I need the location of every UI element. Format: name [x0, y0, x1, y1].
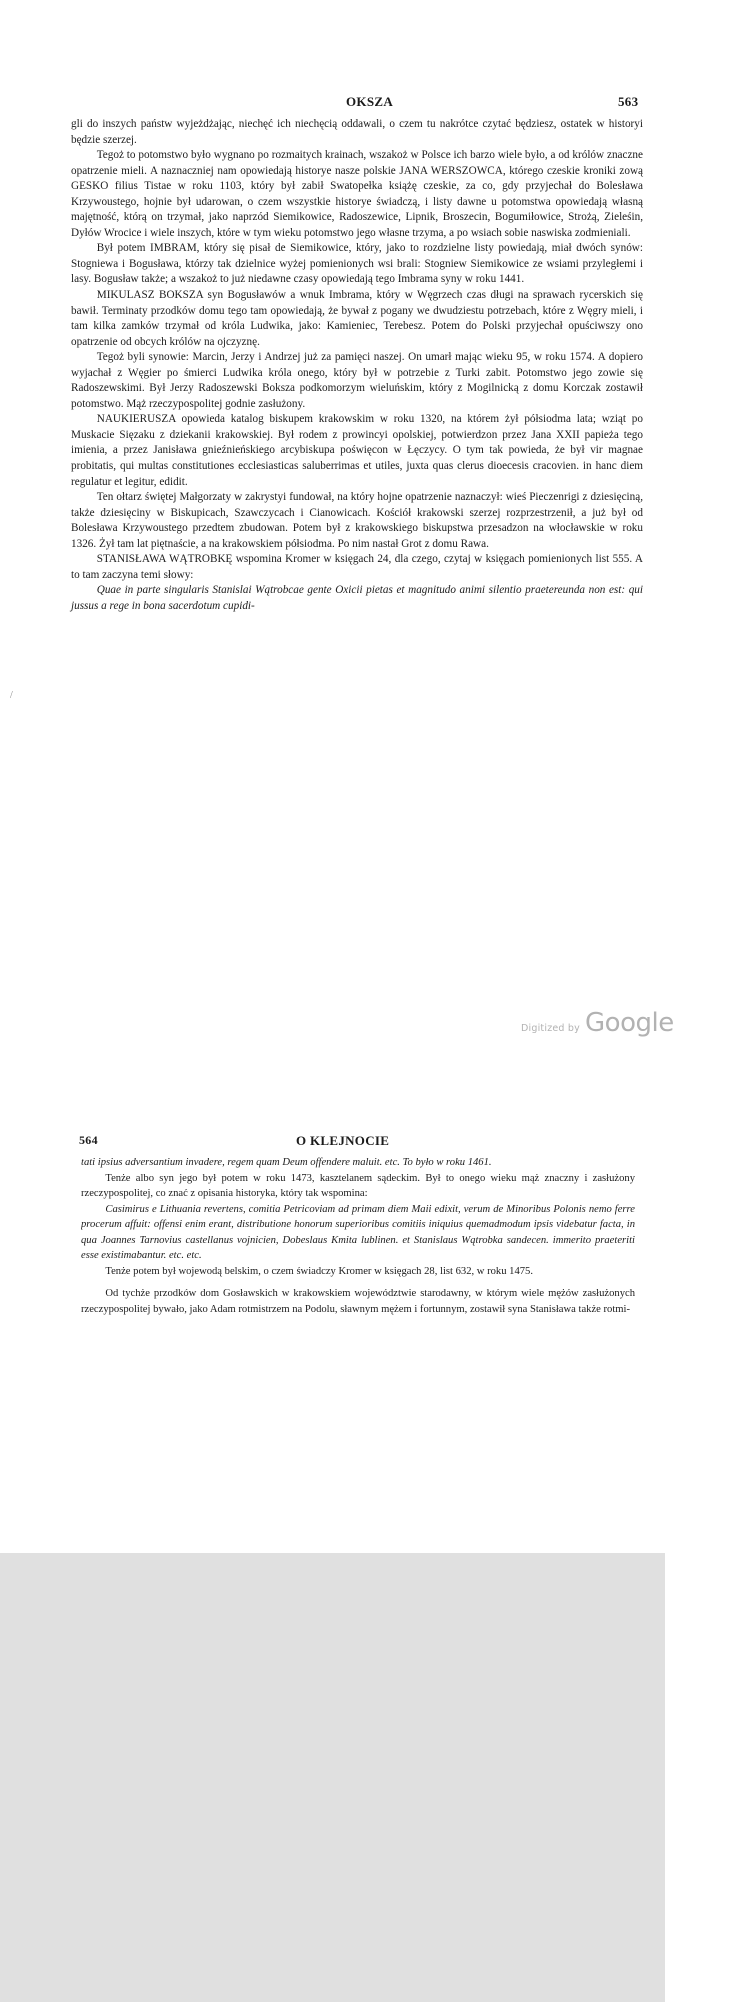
paragraph: Tenże potem był wojewodą belskim, o czem świadczy Kromer w księgach 28, list 632, w roku 1475.	[105, 1265, 533, 1277]
page-564-text	[81, 1155, 635, 1317]
paragraph: Tenże albo syn jego był potem w roku 1473, kasztelanem sądeckim. Był to onego wieku mąż znaczny i zasłużony rzeczypospolitej, co znać z opisania historyka, który tak wspomina:	[81, 1172, 635, 1200]
paragraph: Tegoż to potomstwo było wygnano po rozmaitych krainach, wszakoż w Polsce ich barzo wiele było, a od królów znaczne opatrzenie mieli. A naznaczniej nam opowiedają historye nasze polskie JANA WERSZOWCA, którego czeskie kroniki zową GESKO filius Tistae w roku 1103, który był zabił Swatopełka książę czeskie, za co, gdy przyjechał do Bolesława Krzywoustego, hojnie był udarowan, o czem wszystkie historye świadczą, i listy dawne u potomstwa opowiedają własną majętność, którą on trzymał, jako naprzód Siemikowice, Radoszewice, Lipnik, Broszecin, Bogumiłowice, Strożą, Zieleśin, Dyłów Wrocice i wiele inszych, które w tym wieku potomstwo jego własne trzyma, a po wsiach sobie naswiska zodmieniali.	[71, 149, 643, 239]
digitized-by-label: Digitized by	[521, 1023, 580, 1034]
paragraph: Był potem IMBRAM, który się pisał de Siemikowice, który, jako to rozdzielne listy powiedają, miał dwóch synów: Stogniewa i Bogusława, którzy tak dzielnice wyżej pomienionych wsi brali: Stogniew Siemikowice ze wsiami przyległemi i lasy. Bogusław także; a wszakoż to już niedawne czasy opowiedają tego Imbrama syny w roku 1441.	[71, 242, 643, 286]
latin-quotation: Quae in parte singularis Stanislai Wątrobcae gente Oxicii pietas et magnitudo animi silentio praetereunda non est: qui jussus a rege in bona sacerdotum cupidi-	[71, 584, 643, 612]
margin-mark: /	[10, 690, 13, 701]
google-logo: Google	[585, 1008, 674, 1038]
google-watermark	[521, 1008, 674, 1038]
page-number: 564	[79, 1133, 98, 1147]
paragraph: Ten ołtarz świętej Małgorzaty w zakrystyi fundował, na który hojne opatrzenie naznaczył: wieś Pieczenrigi z dziesięciną, także dziesięciny w Biskupicach, Szawczycach i Cianowicach. Kościół krakowski szerzej rozprzestrzenił, a już był od Bolesława Krzywoustego przedtem zbudowan. Potem był z krakowskiego biskupstwa przesadzon na włocławskie w roku 1326. Żył tam lat piętnaście, a na krakowskiem półsiodma. Po nim nastał Grot z domu Rawa.	[71, 491, 643, 550]
paragraph: tati ipsius adversantium invadere, regem quam Deum offendere maluit. etc. To było w roku 1461.	[81, 1157, 492, 1168]
blank-scan-area	[0, 1553, 665, 2002]
running-head: O KLEJNOCIE	[296, 1133, 390, 1148]
paragraph: gli do inszych państw wyjeżdżając, niechęć ich niechęcią oddawali, o czem tu nakrótce czytać będziesz, ostatek w historyi będzie szerzej.	[71, 118, 643, 146]
page-number: 563	[618, 94, 639, 109]
paragraph: Tegoż byli synowie: Marcin, Jerzy i Andrzej już za pamięci naszej. On umarł mając wieku 95, w roku 1574. A dopiero wyjachał z Węgier po śmierci Ludwika króla onego, który był w potrzebie z Turki zabit. Potomstwo jego zowie się Radoszewskimi. Był Jerzy Radoszewski Boksza podkomorzym wieluńskim, który z Mogilnicką z domu Korczak zostawił potomstwo. Mąż rzeczypospolitej godnie zasłużony.	[71, 351, 643, 410]
paragraph: Od tychże przodków dom Gosławskich w krakowskiem województwie starodawny, w którym wiele mężów zasłużonych rzeczypospolitej bywało, jako Adam rotmistrzem na Podolu, sławnym mężem i fortunnym, zostawił syna Stanisława także rotmi-	[81, 1288, 635, 1315]
paragraph: MIKULASZ BOKSZA syn Bogusławów a wnuk Imbrama, który w Węgrzech czas długi na sprawach rycerskich się bawił. Terminaty przodków domu tego tam opowiedają, że bywał z pogany we dwudziestu potrzebach, które z Węgry mieli, i tam kilka zamków trzymał od króla Ludwika, jako: Kamieniec, Terebesz. Potem do Polski przyjechał opuściwszy ono opatrzenie od obcych królów na ojczyznę.	[71, 289, 643, 348]
paragraph: NAUKIERUSZA opowieda katalog biskupem krakowskim w roku 1320, na którem żył półsiodma lata; wziąt po Muskacie Sięzaku z dziekanii krakowskiej. Był rodem z prowincyi opolskiej, potwierdzon przez Jana XXII papieża tego imienia, a przez Janisława gnieźnieńskiego arcybiskupa poświęcon w Łęczycy. O tym tak powieda, że był vir magnae probitatis, qui multas constitutiones ecclesiasticas saluberrimas et utiles, juxta quas clerus dioecesis cracovien. in hanc diem regulatur et legitur, edidit.	[71, 413, 643, 488]
latin-quotation: Casimirus e Lithuania revertens, comitia Petricoviam ad primam diem Maii edixit, verum de Minoribus Polonis nemo ferre procerum affuit: offensi enim erant, distributione honorum superioribus comitiis iniquius quemadmodum ipsis videbatur facta, in qua Joannes Tarnovius castellanus vojnicien, Dobeslaus Kmita lublinen. et Stanislaus Wątrobka sandecen. immerito praeteriti esse existimabantur. etc. etc.	[81, 1203, 635, 1262]
page-563-text	[71, 117, 643, 615]
running-head: OKSZA	[346, 94, 394, 109]
paragraph: STANISŁAWA WĄTROBKĘ wspomina Kromer w księgach 24, dla czego, czytaj w księgach pomienionych list 555. A to tam zaczyna temi słowy:	[71, 553, 643, 581]
